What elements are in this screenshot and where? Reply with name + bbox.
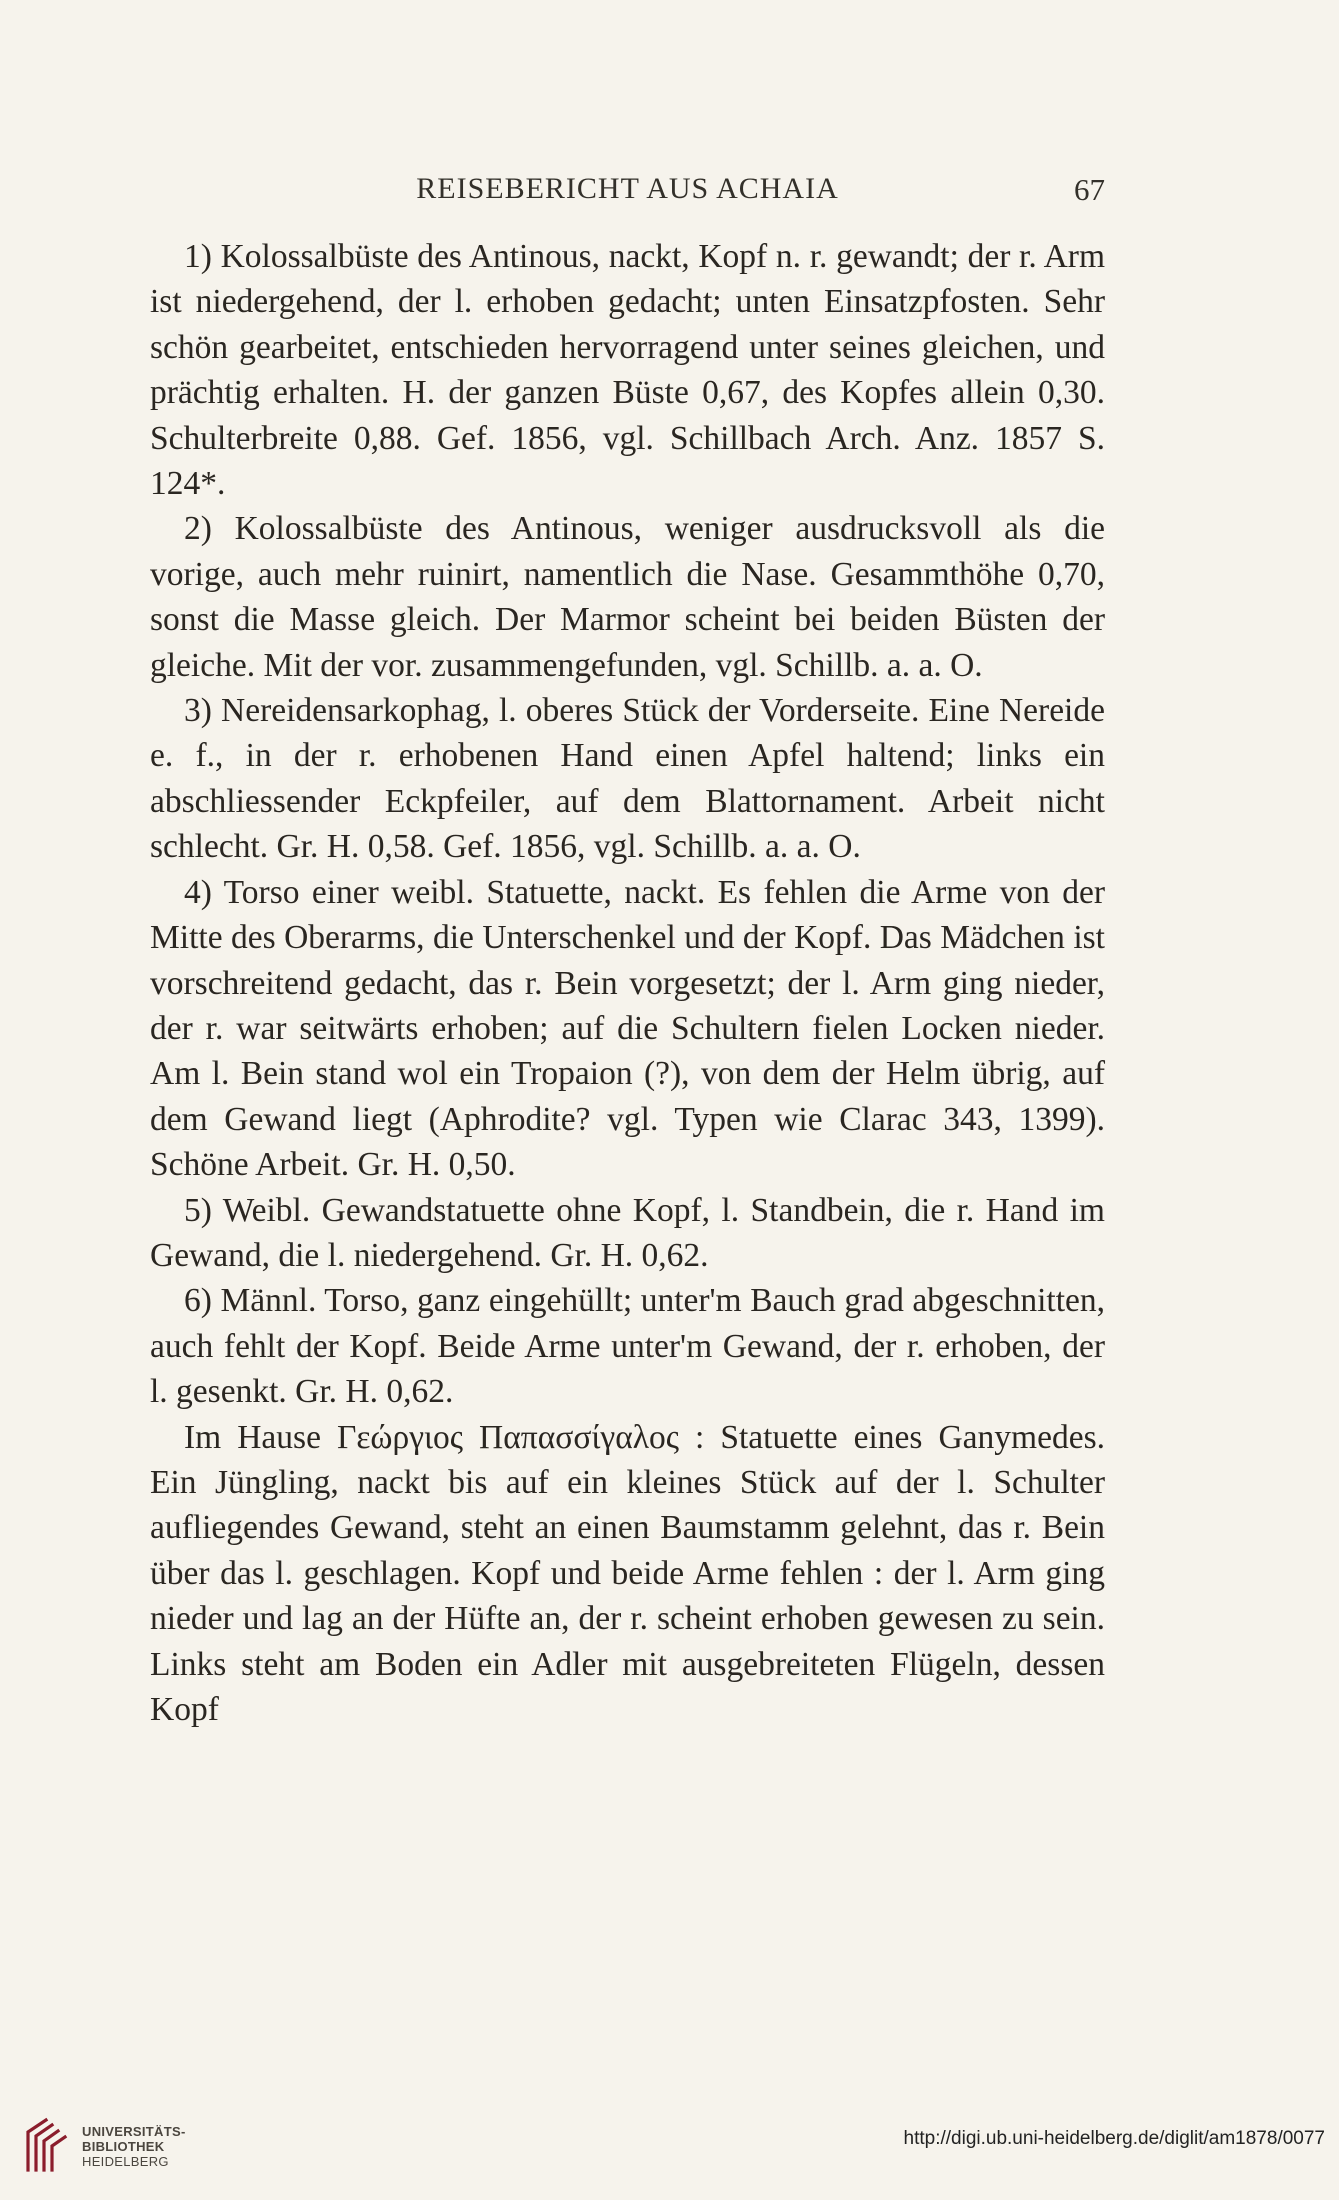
library-name-line-1: UNIVERSITÄTS-: [82, 2124, 186, 2139]
page-header: [150, 172, 1105, 212]
paragraph-7: Im Hause Γεώργιος Παπασσίγαλος : Statuette eines Ganymedes. Ein Jüngling, nackt bis auf ein kleines Stück auf der l. Schulter aufliegendes Gewand, steht an einen Baumstamm gelehnt, das r. Bein über das l. geschlagen. Kopf und beide Arme fehlen : der l. Arm ging nieder und lag an der Hüfte an, der r. scheint erhoben gewesen zu sein. Links steht am Boden ein Adler mit ausgebreiteten Flügeln, dessen Kopf: [150, 1418, 1105, 1728]
library-name-line-2: BIBLIOTHEK: [82, 2139, 165, 2154]
page-body: [150, 234, 1105, 1732]
running-head: REISEBERICHT AUS ACHAIA: [416, 172, 839, 205]
paragraph-3: 3) Nereidensarkophag, l. oberes Stück der Vorderseite. Eine Nereide e. f., in der r. erhobenen Hand einen Apfel haltend; links ein abschliessender Eckpfeiler, auf dem Blattornament. Arbeit nicht schlecht. Gr. H. 0,58. Gef. 1856, vgl. Schillb. a. a. O.: [150, 692, 1105, 866]
page-footer: [0, 2098, 1339, 2200]
paragraph-4: 4) Torso einer weibl. Statuette, nackt. Es fehlen die Arme von der Mitte des Oberarms, die Unterschenkel und der Kopf. Das Mädchen ist vorschreitend gedacht, das r. Bein vorgesetzt; der l. Arm ging nieder, der r. war seitwärts erhoben; auf die Schultern fielen Locken nieder. Am l. Bein stand wol ein Tropaion (?), von dem der Helm übrig, auf dem Gewand liegt (Aphrodite? vgl. Typen wie Clarac 343, 1399). Schöne Arbeit. Gr. H. 0,50.: [150, 873, 1105, 1184]
paragraph-2: 2) Kolossalbüste des Antinous, weniger ausdrucksvoll als die vorige, auch mehr ruinirt, namentlich die Nase. Gesammthöhe 0,70, sonst die Masse gleich. Der Marmor scheint bei beiden Büsten der gleiche. Mit der vor. zusammengefunden, vgl. Schillb. a. a. O.: [150, 510, 1105, 684]
paragraph-1: 1) Kolossalbüste des Antinous, nackt, Kopf n. r. gewandt; der r. Arm ist niedergehend, der l. erhoben gedacht; unten Einsatzpfosten. Sehr schön gearbeitet, entschieden hervorragend unter seines gleichen, und prächtig erhalten. H. der ganzen Büste 0,67, des Kopfes allein 0,30. Schulterbreite 0,88. Gef. 1856, vgl. Schillbach Arch. Anz. 1857 S. 124*.: [150, 238, 1105, 503]
library-name-line-3: HEIDELBERG: [82, 2154, 169, 2169]
library-name: [82, 2124, 186, 2169]
paragraph-6: 6) Männl. Torso, ganz eingehüllt; unter'm Bauch grad abgeschnitten, auch fehlt der Kopf. Beide Arme unter'm Gewand, der r. erhoben, der l. gesenkt. Gr. H. 0,62.: [150, 1282, 1105, 1411]
source-url-link[interactable]: http://digi.ub.uni-heidelberg.de/diglit/am1878/0077: [903, 2128, 1325, 2149]
page-number: 67: [1074, 172, 1105, 207]
paragraph-5: 5) Weibl. Gewandstatuette ohne Kopf, l. Standbein, die r. Hand im Gewand, die l. niedergehend. Gr. H. 0,62.: [150, 1191, 1105, 1274]
university-library-logo-icon: [22, 2116, 72, 2174]
